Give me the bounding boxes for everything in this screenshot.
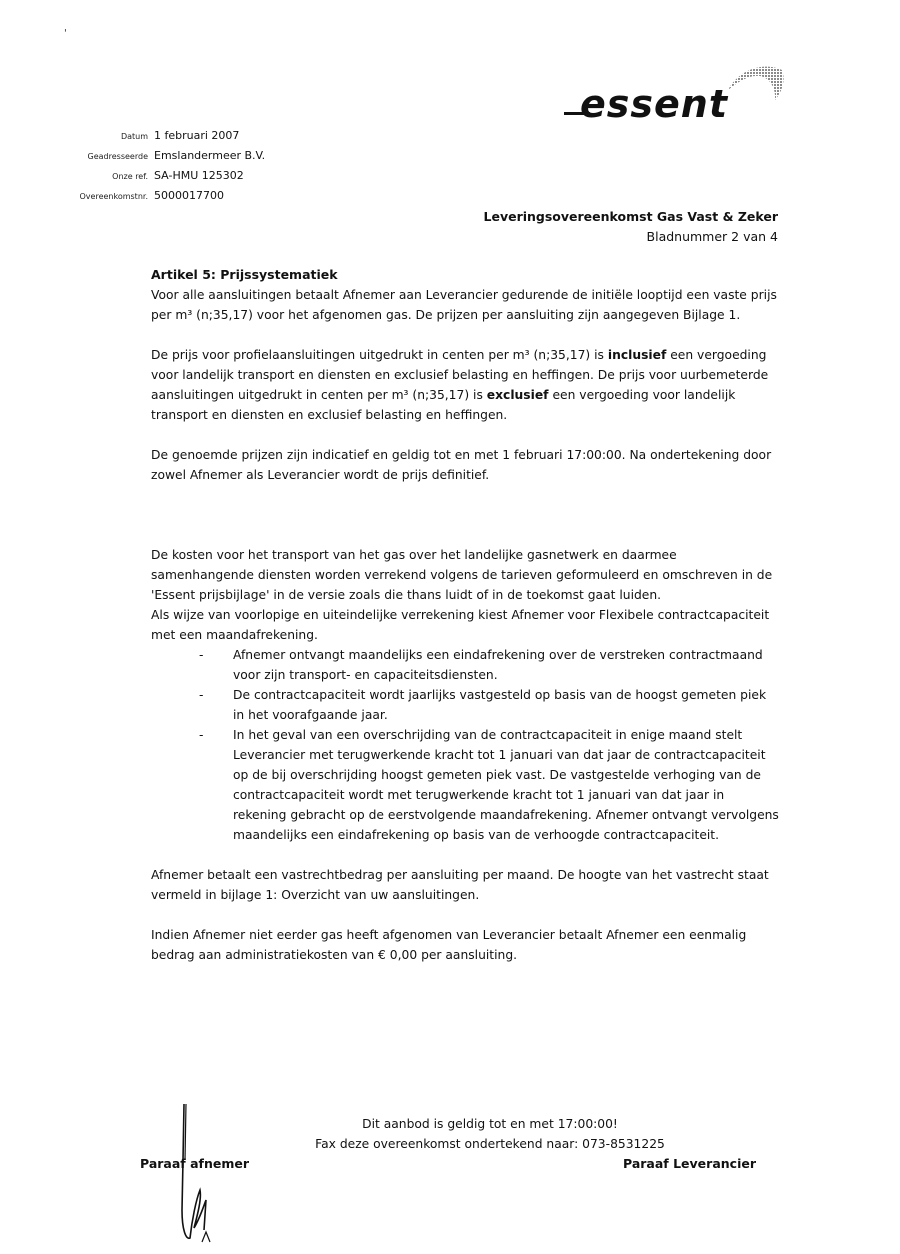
- meta-value: 1 februari 2007: [154, 129, 240, 142]
- meta-label: Overeenkomstnr.: [79, 192, 148, 201]
- meta-label: Onze ref.: [112, 172, 148, 181]
- meta-row-geadresseerde: [20, 149, 265, 169]
- list-item: [151, 725, 781, 845]
- bullet-text: De contractcapaciteit wordt jaarlijks vastgesteld op basis van de hoogst gemeten piek in het voorafgaande jaar.: [233, 688, 767, 722]
- bullet-dash: -: [199, 728, 204, 742]
- page-indicator: Bladnummer 2 van 4: [646, 229, 778, 244]
- bullet-text: In het geval van een overschrijding van de contractcapaciteit in enige maand stelt Leverancier met terugwerkende kracht tot 1 januari van dat jaar de contractcapaciteit op de bij overschrijding hoogst gemeten piek vast. De vastgestelde verhoging van de contractcapaciteit wordt met terugwerkende kracht tot 1 januari van dat jaar in rekening gebracht op de eerstvolgende maandafrekening. Afnemer ontvangt vervolgens maandelijks een eindafrekening op basis van de verhoogde contractcapaciteit.: [233, 728, 779, 842]
- text-span: De prijs voor profielaansluitingen uitgedrukt in centen per m³ (n;35,17) is: [151, 348, 608, 362]
- paragraph-settlement: Als wijze van voorlopige en uiteindelijke verrekening kiest Afnemer voor Flexibele contractcapaciteit met een maandafrekening.: [151, 608, 770, 642]
- paragraph-inclusief-exclusief: [151, 345, 781, 425]
- emphasis-exclusief: exclusief: [486, 388, 549, 402]
- meta-row-overeenkomstnr: [20, 189, 265, 209]
- meta-row-datum: [20, 129, 265, 149]
- meta-value: 5000017700: [154, 189, 224, 202]
- text-span: een vergoeding voor landelijk transport en diensten en exclusief belasting en heffingen. De prijs voor uurbemeterde aansluitingen uitgedrukt in centen per m³ (n;35,17) is: [151, 348, 769, 402]
- list-item: [151, 685, 781, 725]
- meta-label: Datum: [120, 132, 148, 141]
- paragraph-vastrecht: Afnemer betaalt een vastrechtbedrag per aansluiting per maand. De hoogte van het vastrecht staat vermeld in bijlage 1: Overzicht van uw aansluitingen.: [151, 868, 769, 902]
- paragraph-prices: Voor alle aansluitingen betaalt Afnemer aan Leverancier gedurende de initiële looptijd een vaste prijs per m³ (n;35,17) voor het afgenomen gas. De prijzen per aansluiting zijn aangegeven Bijlage 1.: [151, 288, 777, 322]
- text-span: een vergoeding voor landelijk transport en diensten en exclusief belasting en heffingen.: [151, 388, 736, 422]
- document-meta: [20, 129, 265, 209]
- paragraph-transport-costs: De kosten voor het transport van het gas over het landelijke gasnetwerk en daarmee samenhangende diensten worden verrekend volgens de tarieven geformuleerd en omschreven in de 'Essent prijsbijlage' in de versie zoals die thans luidt of in de toekomst gaat luiden.: [151, 548, 773, 602]
- bullet-dash: -: [199, 688, 204, 702]
- document-title: Leveringsovereenkomst Gas Vast & Zeker: [483, 209, 778, 224]
- paraaf-leverancier-label: Paraaf Leverancier: [623, 1156, 756, 1171]
- paragraph-indicative: De genoemde prijzen zijn indicatief en geldig tot en met 1 februari 17:00:00. Na ondertekening door zowel Afnemer als Leverancier wordt de prijs definitief.: [151, 448, 772, 482]
- paraaf-afnemer-label: Paraaf afnemer: [140, 1156, 250, 1171]
- article-body: [151, 265, 781, 985]
- handwritten-signature-icon: [170, 1100, 230, 1245]
- meta-row-onze-ref: [20, 169, 265, 189]
- bullet-text: Afnemer ontvangt maandelijks een eindafrekening over de verstreken contractmaand voor zijn transport- en capaciteitsdiensten.: [233, 648, 763, 682]
- meta-value: Emslandermeer B.V.: [154, 149, 266, 162]
- essent-swoosh-icon: [720, 60, 790, 110]
- essent-logo: [560, 60, 790, 130]
- emphasis-inclusief: inclusief: [607, 348, 667, 362]
- footer-notice: [0, 1114, 900, 1154]
- paragraph-admin-costs: Indien Afnemer niet eerder gas heeft afgenomen van Leverancier betaalt Afnemer een eenmalig bedrag aan administratiekosten van € 0,00 per aansluiting.: [151, 928, 747, 962]
- scan-speck: ': [64, 28, 67, 39]
- bullet-dash: -: [199, 648, 204, 662]
- fax-instruction: Fax deze overeenkomst ondertekend naar: 073-8531225: [315, 1137, 665, 1151]
- article-heading: Artikel 5: Prijssystematiek: [151, 267, 338, 282]
- meta-value: SA-HMU 125302: [154, 169, 244, 182]
- list-item: [151, 645, 781, 685]
- logo-text: essent: [580, 82, 728, 126]
- offer-validity: Dit aanbod is geldig tot en met 17:00:00!: [362, 1117, 618, 1131]
- settlement-bullets: [151, 645, 781, 845]
- meta-label: Geadresseerde: [87, 152, 148, 161]
